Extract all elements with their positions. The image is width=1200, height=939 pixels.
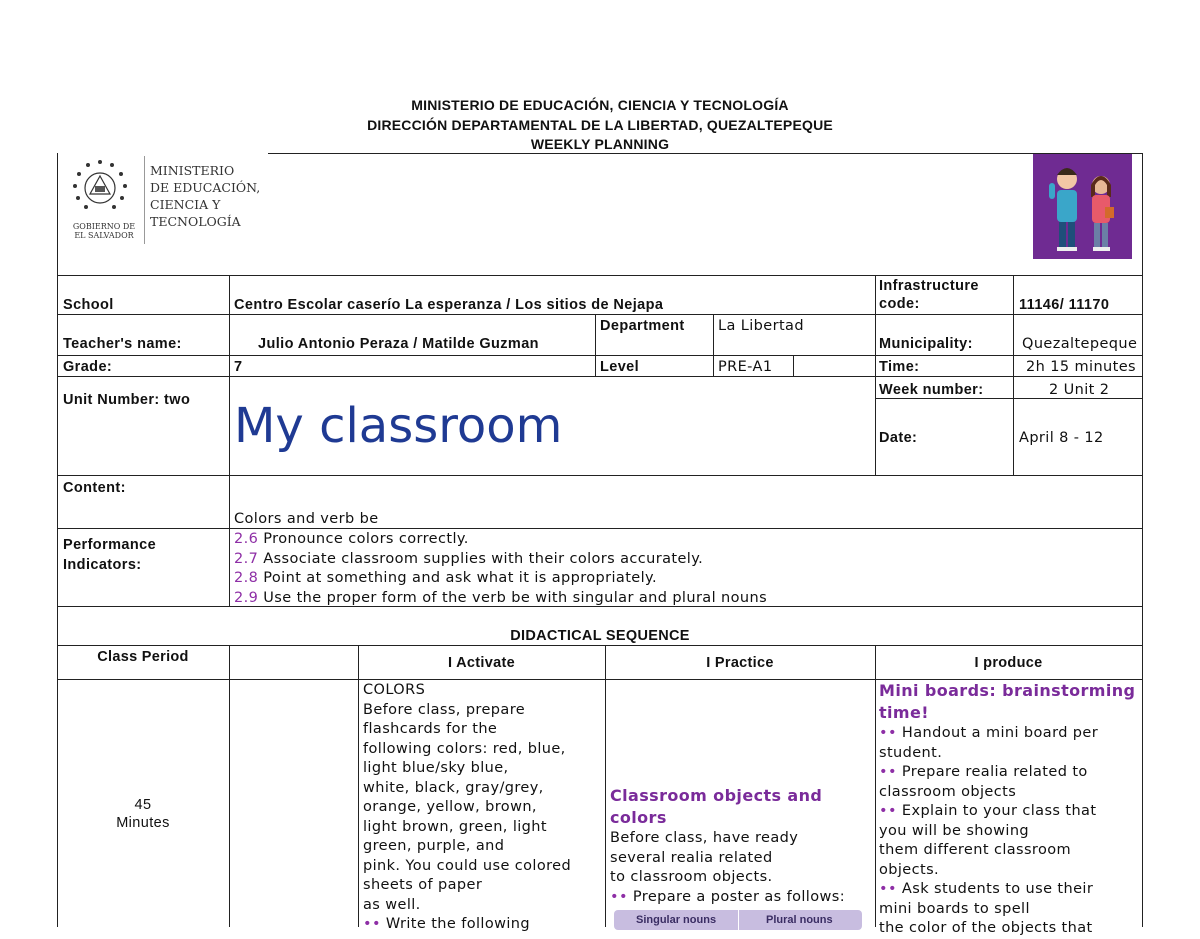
time-label: Time:: [879, 359, 920, 375]
students-illustration: [1033, 153, 1132, 259]
table-line: [229, 275, 230, 606]
indicators-list: [234, 530, 767, 608]
infrastructure-code: 11146/ 11170: [1019, 297, 1110, 313]
performance-label: Performance Indicators:: [63, 537, 157, 573]
produce-heading: Mini boards: brainstorming time!: [879, 681, 1136, 722]
header-direction: DIRECCIÓN DEPARTAMENTAL DE LA LIBERTAD, QUEZALTEPEQUE: [367, 117, 833, 133]
school-label: School: [63, 297, 114, 313]
unit-title: My classroom: [234, 398, 563, 454]
seal-icon: [68, 156, 132, 220]
practice-heading: Classroom objects and colors: [610, 786, 823, 827]
poster-plural-label: Plural nouns: [766, 914, 833, 926]
grade-label: Grade:: [63, 359, 113, 375]
table-line: [57, 314, 1143, 315]
teacher-value: Julio Antonio Peraza / Matilde Guzman: [258, 336, 539, 352]
produce-content: Mini boards: brainstorming time! •• Handout a mini board per student. •• Prepare realia related to classroom objects •• Explain to your class that you will be showing them different classroom objects. •• Ask students to use their mini boards to spell the color of the objects that: [879, 681, 1136, 936]
table-line: [793, 355, 794, 376]
department-value: La Libertad: [718, 318, 804, 334]
ministry-wordmark: MINISTERIO DE EDUCACIÓN, CIENCIA Y TECNOLOGÍA: [150, 163, 261, 229]
poster-singular-label: Singular nouns: [636, 914, 717, 926]
grade-value: 7: [234, 359, 243, 375]
header-ministry: MINISTERIO DE EDUCACIÓN, CIENCIA Y TECNOLOGÍA: [411, 97, 789, 113]
table-line: [57, 355, 1143, 356]
municipality-value: Quezaltepeque: [1022, 336, 1138, 352]
indicator-item: 2.6 Pronounce colors correctly.: [234, 531, 469, 547]
level-value: PRE-A1: [718, 359, 773, 375]
col-i-practice: I Practice: [706, 655, 774, 671]
date-value: April 8 - 12: [1019, 430, 1104, 446]
teacher-label: Teacher's name:: [63, 336, 182, 352]
indicator-item: 2.7 Associate classroom supplies with their colors accurately.: [234, 550, 704, 567]
table-line: [57, 528, 1143, 529]
table-line: [595, 314, 596, 376]
department-label: Department: [600, 318, 685, 334]
nouns-poster: [614, 910, 862, 930]
header-weekly-planning: WEEKLY PLANNING: [530, 136, 670, 152]
indicator-item: 2.8 Point at something and ask what it is appropriately.: [234, 570, 657, 586]
table-line: [358, 645, 359, 927]
poster-divider: [738, 910, 739, 930]
gobierno-label: GOBIERNO DE EL SALVADOR: [72, 222, 136, 240]
table-border-right: [1142, 153, 1143, 927]
table-line: [1013, 275, 1014, 475]
table-line: [57, 376, 1143, 377]
didactical-sequence-title: DIDACTICAL SEQUENCE: [510, 628, 690, 644]
table-line: [875, 645, 876, 927]
practice-content: Classroom objects and colors Before class, have ready several realia related to classroom objects. •• Prepare a poster as follows:: [610, 786, 845, 905]
week-value: 2 Unit 2: [1049, 382, 1110, 398]
activate-content: COLORS Before class, prepare flashcards for the following colors: red, blue, light blue/sky blue, white, black, gray/grey, orange, yellow, brown, light brown, green, light green, purple, and pink. You could use colored sheets of paper as well. •• Write the following: [363, 682, 572, 932]
col-i-activate: I Activate: [448, 655, 515, 671]
col-i-produce: I produce: [974, 655, 1043, 671]
week-label: Week number:: [879, 382, 984, 398]
table-line: [57, 475, 1143, 476]
table-line: [605, 645, 606, 927]
unit-label: Unit Number: two: [63, 392, 191, 408]
infrastructure-label: Infrastructure code:: [879, 278, 979, 312]
col-class-period: Class Period: [97, 649, 189, 665]
table-border-top: [268, 153, 1143, 154]
date-label: Date:: [879, 430, 918, 446]
municipality-label: Municipality:: [879, 336, 973, 352]
level-label: Level: [600, 359, 640, 375]
table-line: [875, 275, 876, 475]
table-line: [713, 314, 714, 376]
content-label: Content:: [63, 480, 126, 496]
logo-divider: [144, 156, 145, 244]
table-line: [57, 275, 1143, 276]
table-line: [229, 645, 230, 927]
school-value: Centro Escolar caserío La esperanza / Los sitios de Nejapa: [234, 297, 664, 313]
time-value: 2h 15 minutes: [1026, 359, 1136, 375]
class-period-value: 45 Minutes: [116, 797, 170, 831]
indicator-item: 2.9 Use the proper form of the verb be with singular and plural nouns: [234, 589, 768, 606]
table-line: [57, 645, 1143, 646]
ministry-logo: [62, 152, 272, 252]
content-value: Colors and verb be: [234, 511, 379, 527]
